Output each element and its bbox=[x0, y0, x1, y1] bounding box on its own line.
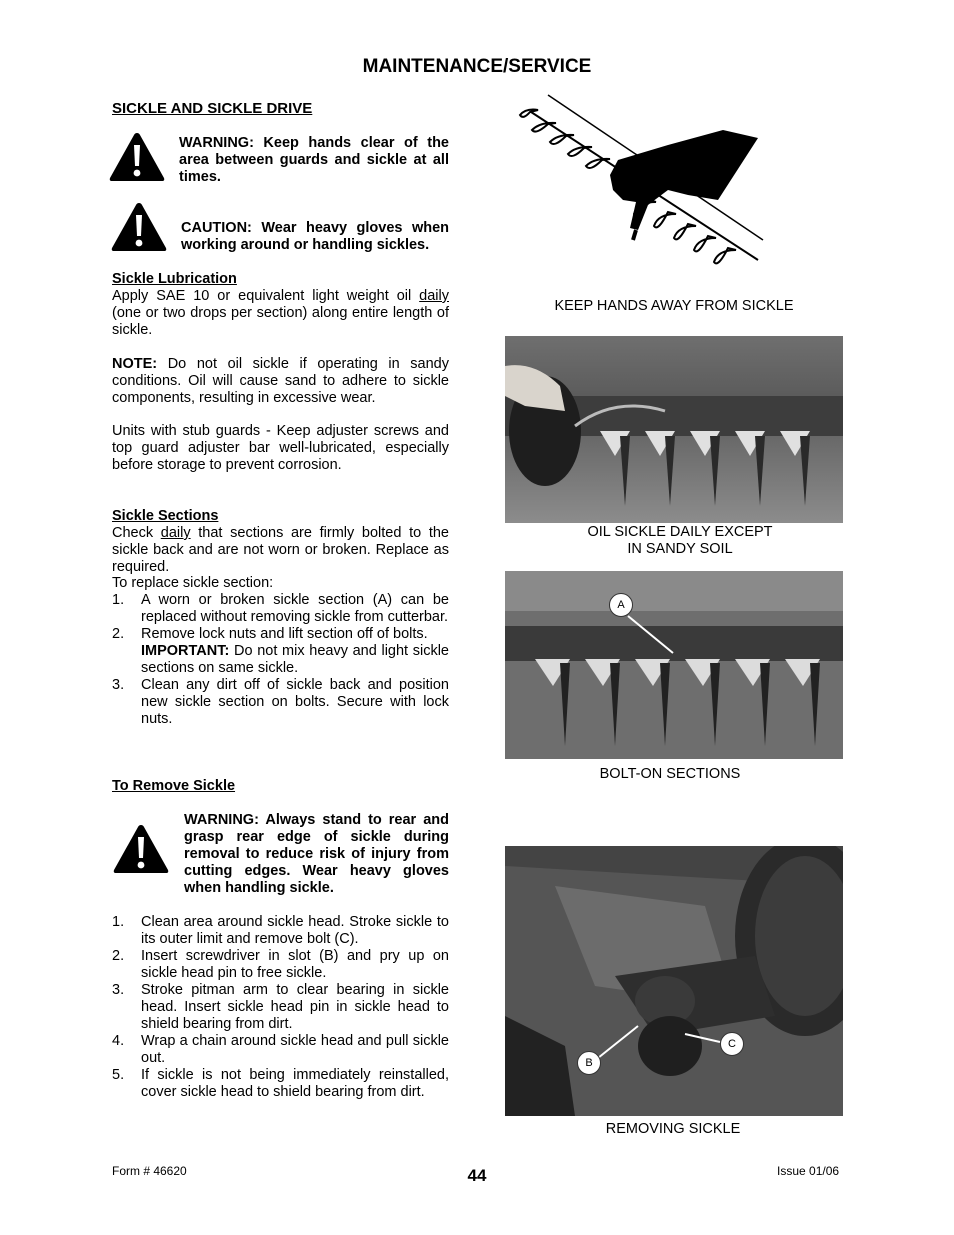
list-item: 5. If sickle is not being immediately reinstalled, cover sickle head to shield bearing from dirt. bbox=[112, 1067, 449, 1100]
lubrication-note: NOTE: Do not oil sickle if operating in sandy conditions. Oil will cause sand to adhere to sickle components, resulting in excessive wear. bbox=[112, 356, 449, 406]
hand-near-sickle-illustration bbox=[518, 90, 768, 290]
warning-triangle-icon bbox=[109, 131, 165, 183]
list-item: 3. Clean any dirt off of sickle back and position new sickle section on bolts. Secure with lock nuts. bbox=[112, 677, 449, 727]
remove-steps bbox=[112, 914, 449, 1101]
figure-3-caption: BOLT-ON SECTIONS bbox=[599, 766, 741, 782]
list-item: 1. A worn or broken sickle section (A) can be replaced without removing sickle from cutterbar. bbox=[112, 592, 449, 625]
list-item: 4. Wrap a chain around sickle head and pull sickle out. bbox=[112, 1033, 449, 1066]
warning-keep-hands-clear: WARNING: Keep hands clear of the area between guards and sickle at all times. bbox=[179, 135, 449, 185]
sections-paragraph: Check daily that sections are firmly bolted to the sickle back and are not worn or broken. Replace as required. bbox=[112, 525, 450, 575]
list-item: 2. Insert screwdriver in slot (B) and pry up on sickle head pin to free sickle. bbox=[112, 948, 449, 981]
lubrication-heading: Sickle Lubrication bbox=[112, 271, 237, 287]
list-item: 2. Remove lock nuts and lift section off of bolts. IMPORTANT: Do not mix heavy and light sickle sections on same sickle. bbox=[112, 626, 449, 676]
footer-issue: Issue 01/06 bbox=[777, 1164, 840, 1178]
remove-heading: To Remove Sickle bbox=[112, 778, 236, 794]
stub-guards-paragraph: Units with stub guards - Keep adjuster screws and top guard adjuster bar well-lubricated, especially before storage to prevent corrosion. bbox=[112, 423, 449, 473]
lubrication-paragraph: Apply SAE 10 or equivalent light weight oil daily (one or two drops per section) along entire length of sickle. bbox=[112, 288, 449, 338]
callout-c: C bbox=[720, 1032, 744, 1056]
callout-a: A bbox=[609, 593, 633, 617]
oil-sickle-photo bbox=[505, 336, 843, 523]
page-number: 44 bbox=[467, 1166, 487, 1185]
warning-stand-to-rear: WARNING: Always stand to rear and grasp rear edge of sickle during removal to reduce risk of injury from cutting edges. Wear heavy gloves when handling sickle. bbox=[184, 812, 449, 896]
section-title: SICKLE AND SICKLE DRIVE bbox=[112, 100, 313, 117]
figure-2-caption: OIL SICKLE DAILY EXCEPT IN SANDY SOIL bbox=[587, 524, 773, 557]
caution-wear-gloves: CAUTION: Wear heavy gloves when working around or handling sickles. bbox=[181, 220, 449, 253]
sections-heading: Sickle Sections bbox=[112, 508, 219, 524]
figure-4-caption: REMOVING SICKLE bbox=[605, 1121, 741, 1137]
list-item: 1. Clean area around sickle head. Stroke sickle to its outer limit and remove bolt (C). bbox=[112, 914, 449, 947]
caution-triangle-icon bbox=[111, 201, 167, 253]
footer-form-number: Form # 46620 bbox=[112, 1164, 187, 1178]
bolt-on-sections-photo bbox=[505, 571, 843, 759]
list-item: 3. Stroke pitman arm to clear bearing in sickle head. Insert sickle head pin in sickle head to shield bearing from dirt. bbox=[112, 982, 449, 1032]
figure-1-caption: KEEP HANDS AWAY FROM SICKLE bbox=[554, 298, 794, 314]
sections-steps bbox=[112, 592, 449, 728]
warning-triangle-icon bbox=[113, 823, 169, 875]
page-title: MAINTENANCE/SERVICE bbox=[362, 56, 592, 77]
callout-b: B bbox=[577, 1051, 601, 1075]
removing-sickle-photo bbox=[505, 846, 843, 1116]
sections-intro: To replace sickle section: bbox=[112, 575, 274, 591]
